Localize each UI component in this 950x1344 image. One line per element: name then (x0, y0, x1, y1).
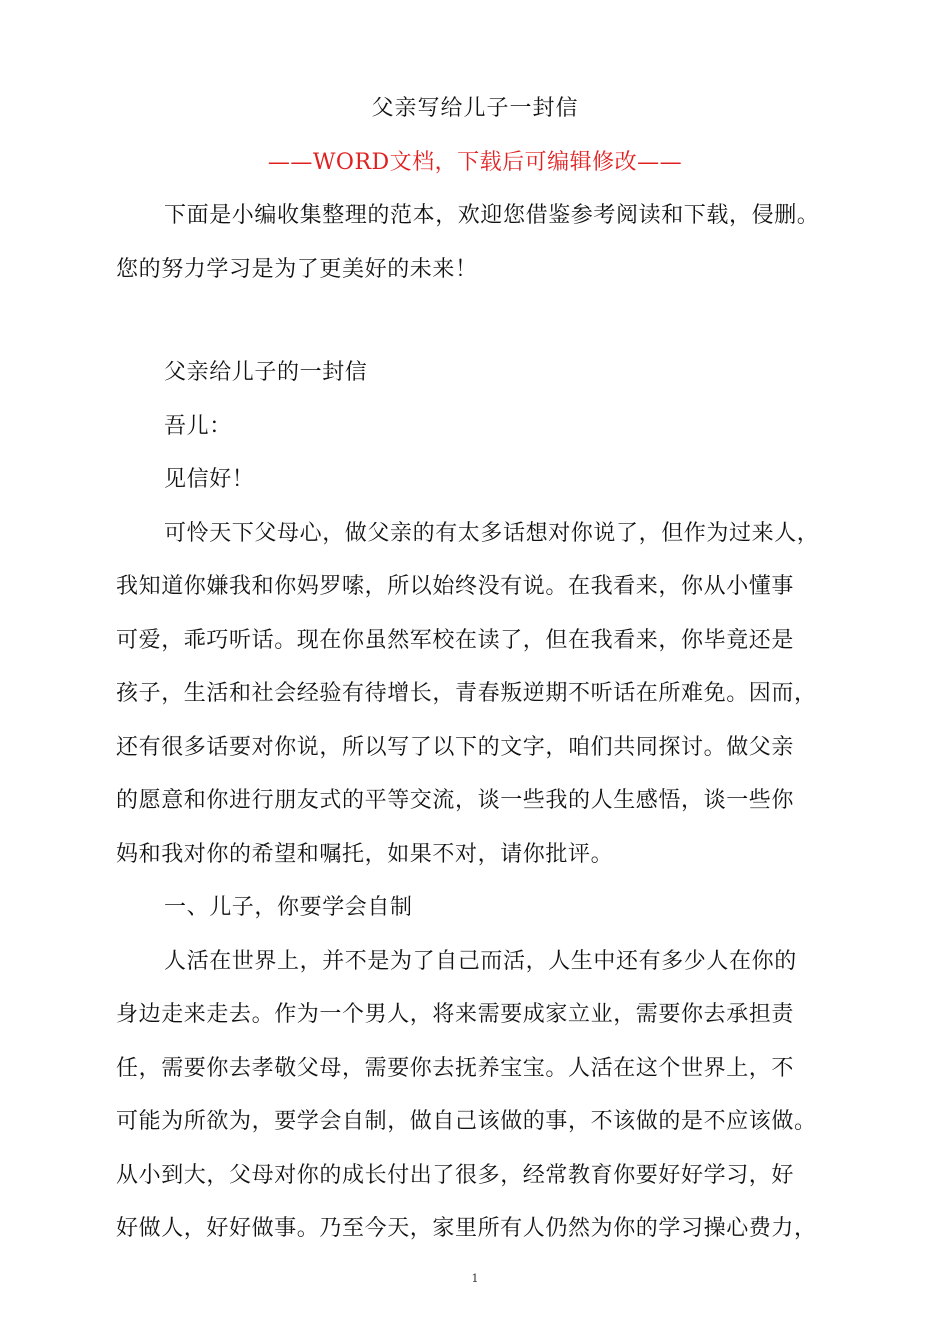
letter-body (116, 346, 836, 1256)
paragraph-line: 任，需要你去孝敬父母，需要你去抚养宝宝。人活在这个世界上，不 (116, 1055, 795, 1081)
paragraph-line: 还有很多话要对你说，所以写了以下的文字，咱们共同探讨。做父亲 (116, 734, 795, 760)
document-subtitle: ——WORD文档，下载后可编辑修改—— (267, 150, 683, 175)
paragraph-line: 我知道你嫌我和你妈罗嗦，所以始终没有说。在我看来，你从小懂事 (116, 574, 795, 599)
paragraph-line: 孩子，生活和社会经验有待增长，青春叛逆期不听话在所难免。因而， (116, 681, 817, 706)
letter-greeting: 见信好！ (164, 467, 255, 492)
paragraph-line: 的愿意和你进行朋友式的平等交流，谈一些我的人生感悟，谈一些你 (116, 788, 795, 813)
paragraph-line: 可爱，乖巧听话。现在你虽然军校在读了，但在我看来，你毕竟还是 (116, 627, 795, 653)
paragraph-line: 身边走来走去。作为一个男人，将来需要成家立业，需要你去承担责 (116, 1002, 795, 1027)
paragraph-line: 人活在世界上，并不是为了自己而活，人生中还有多少人在你的 (164, 948, 797, 974)
document-title: 父亲写给儿子一封信 (371, 96, 579, 121)
paragraph-line: 妈和我对你的希望和嘱托，如果不对，请你批评。 (116, 841, 614, 867)
section-heading: 一、儿子，你要学会自制 (164, 895, 413, 920)
paragraph-line: 从小到大，父母对你的成长付出了很多，经常教育你要好好学习，好 (116, 1162, 795, 1188)
letter-salutation: 吾儿： (164, 413, 232, 439)
letter-heading: 父亲给儿子的一封信 (164, 360, 368, 385)
paragraph-line: 可能为所欲为，要学会自制，做自己该做的事，不该做的是不应该做。 (116, 1109, 817, 1134)
page-number: 1 (471, 1272, 479, 1285)
intro-line: 下面是小编收集整理的范本，欢迎您借鉴参考阅读和下载，侵删。 (164, 203, 820, 228)
paragraph-line: 可怜天下父母心，做父亲的有太多话想对你说了，但作为过来人， (164, 520, 820, 546)
intro-paragraph (116, 189, 836, 296)
paragraph-line: 好做人，好好做事。乃至今天，家里所有人仍然为你的学习操心费力， (116, 1216, 817, 1241)
intro-line: 您的努力学习是为了更美好的未来！ (116, 256, 478, 282)
